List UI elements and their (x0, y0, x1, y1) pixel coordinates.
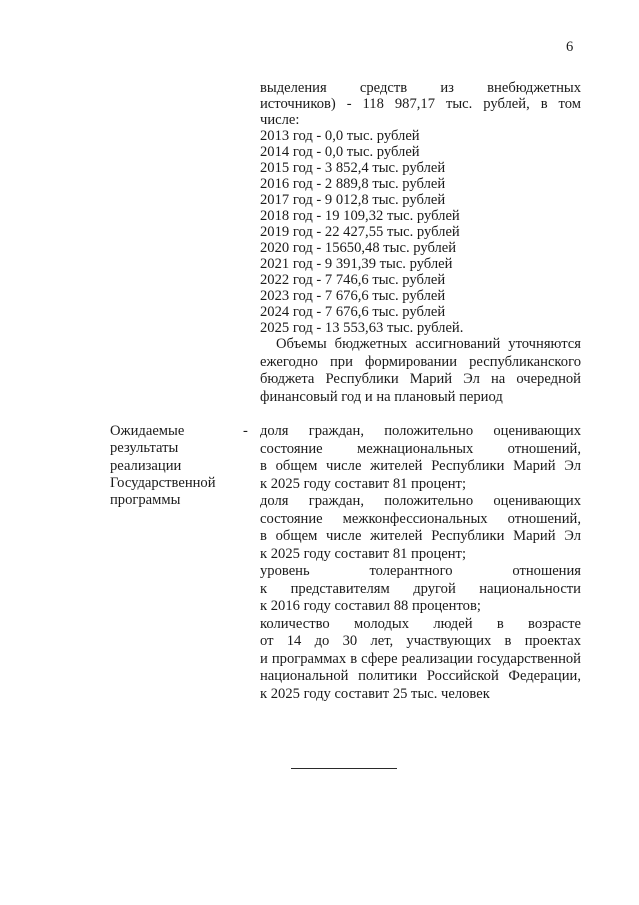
funding-text-line: выделения средств из внебюджетных (260, 80, 581, 96)
results-text-line: и программах в сфере реализации государственной (260, 650, 581, 667)
funding-note-line: бюджета Республики Марий Эл на очередной (260, 371, 581, 388)
results-label-line: Ожидаемые (110, 423, 185, 439)
results-text-line: доля граждан, положительно оценивающих (260, 423, 581, 439)
results-text-line: уровень толерантного отношения (260, 563, 581, 579)
results-label-line: Государственной (110, 474, 216, 491)
funding-year-line: 2024 год - 7 676,6 тыс. рублей (260, 304, 446, 320)
results-text-line: к 2016 году составил 88 процентов; (260, 598, 481, 614)
funding-year-line: 2025 год - 13 553,63 тыс. рублей. (260, 320, 464, 336)
funding-year-line: 2020 год - 15650,48 тыс. рублей (260, 240, 457, 256)
funding-year-line: 2017 год - 9 012,8 тыс. рублей (260, 192, 446, 208)
results-label-line: результаты (110, 440, 179, 457)
funding-section (260, 80, 581, 336)
results-text-line: количество молодых людей в возрасте (260, 615, 581, 632)
results-label (110, 423, 238, 509)
results-text-line: от 14 до 30 лет, участвующих в проектах (260, 633, 581, 649)
funding-year-line: 2016 год - 2 889,8 тыс. рублей (260, 176, 446, 192)
results-text-line: национальной политики Российской Федерации, (260, 668, 581, 684)
funding-year-line: 2014 год - 0,0 тыс. рублей (260, 144, 420, 160)
page-number: 6 (566, 39, 574, 55)
results-text-line: в общем числе жителей Республики Марий Эл (260, 458, 581, 474)
funding-year-line: 2013 год - 0,0 тыс. рублей (260, 128, 420, 144)
funding-note-paragraph (260, 336, 581, 406)
results-text-line: состояние межконфессиональных отношений, (260, 510, 581, 527)
funding-year-line: 2019 год - 22 427,55 тыс. рублей (260, 224, 460, 240)
results-text-line: состояние межнациональных отношений, (260, 440, 581, 457)
results-description (260, 423, 581, 703)
results-text-line: к 2025 году составит 25 тыс. человек (260, 685, 490, 702)
results-text-line: доля граждан, положительно оценивающих (260, 493, 581, 509)
results-text-line: к 2025 году составит 81 процент; (260, 475, 466, 492)
funding-text-line: числе: (260, 112, 300, 128)
funding-note-line: Объемы бюджетных ассигнований уточняются (276, 336, 581, 352)
results-label-line: реализации (110, 457, 182, 474)
funding-year-line: 2015 год - 3 852,4 тыс. рублей (260, 160, 446, 176)
funding-year-line: 2022 год - 7 746,6 тыс. рублей (260, 272, 446, 288)
funding-note-line: ежегодно при формировании республиканского (260, 353, 581, 370)
results-separator-dash: - (243, 423, 248, 439)
results-text-line: к 2025 году составит 81 процент; (260, 545, 466, 562)
results-text-line: в общем числе жителей Республики Марий Эл (260, 528, 581, 544)
funding-text-line: источников) - 118 987,17 тыс. рублей, в том (260, 96, 581, 112)
funding-year-line: 2021 год - 9 391,39 тыс. рублей (260, 256, 453, 272)
funding-note-line: финансовый год и на плановый период (260, 388, 503, 405)
end-of-section-rule (291, 768, 397, 769)
results-text-line: к представителям другой национальности (260, 580, 581, 597)
results-label-line: программы (110, 492, 181, 509)
funding-year-line: 2018 год - 19 109,32 тыс. рублей (260, 208, 460, 224)
funding-year-line: 2023 год - 7 676,6 тыс. рублей (260, 288, 446, 304)
